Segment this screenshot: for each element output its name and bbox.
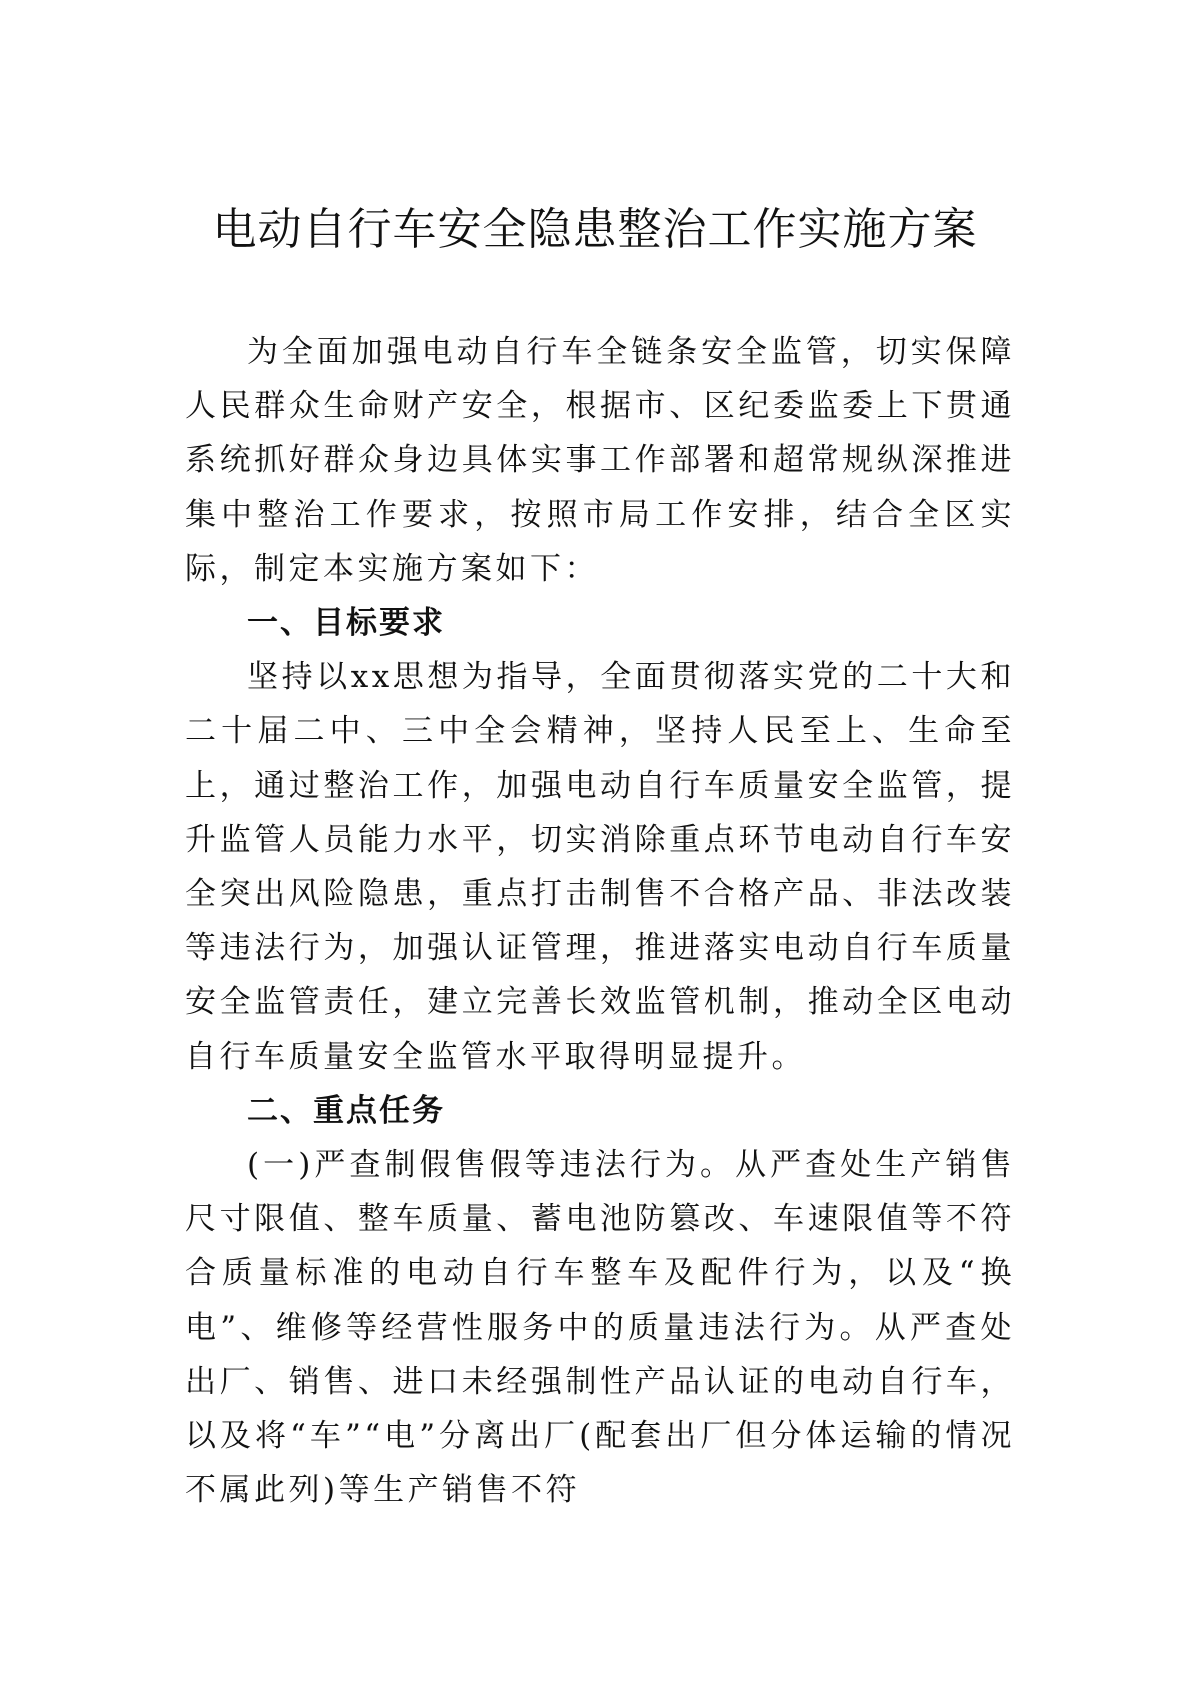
task-1-heading: (一)严查制假售假等违法行为。 [247,1147,736,1184]
goals-paragraph: 坚持以xx思想为指导，全面贯彻落实党的二十大和二十届二中、三中全会精神，坚持人民至上、生命至上，通过整治工作，加强电动自行车质量安全监管，提升监管人员能力水平，切实消除重点环节电动自行车安全突出风险隐患，重点打击制售不合格产品、非法改装等违法行为，加强认证管理，推进落实电动自行车质量安全监管责任，建立完善长效监管机制，推动全区电动自行车质量安全监管水平取得明显提升。 [185,659,1015,1075]
document-title: 电动自行车安全隐患整治工作实施方案 [212,204,978,255]
task-1-paragraph [185,1138,1015,1517]
section-heading-tasks: 二、重点任务 [247,1092,445,1129]
intro-paragraph: 为全面加强电动自行车全链条安全监管，切实保障人民群众生命财产安全，根据市、区纪委监委上下贯通系统抓好群众身边具体实事工作部署和超常规纵深推进集中整治工作要求，按照市局工作安排，结合全区实际，制定本实施方案如下： [185,334,1015,587]
task-1-text: 从严查处生产销售尺寸限值、整车质量、蓄电池防篡改、车速限值等不符合质量标准的电动自行车整车及配件行为，以及“换电”、维修等经营性服务中的质量违法行为。从严查处出厂、销售、进口未经强制性产品认证的电动自行车，以及将“车”“电”分离出厂(配套出厂但分体运输的情况不属此列)等生产销售不符 [185,1147,1016,1509]
section-heading-goals: 一、目标要求 [247,605,445,642]
document-body [185,325,1015,1517]
